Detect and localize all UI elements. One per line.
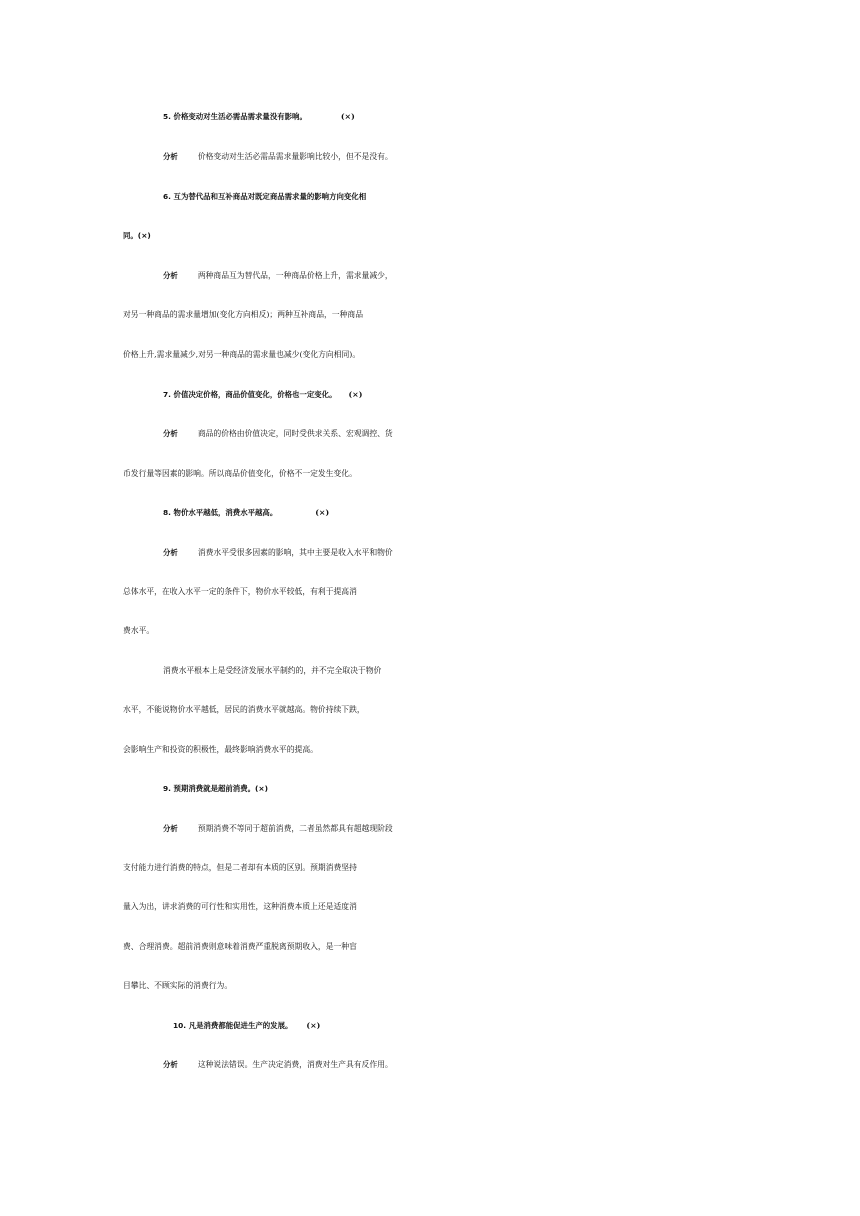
analysis-5 — [0, 137, 860, 177]
analysis-8-paragraph-line-2: 水平，不能说物价水平越低，居民的消费水平就越高。物价持续下跌， — [123, 705, 365, 714]
question-8 — [0, 493, 860, 533]
analysis-9-line-2: 支付能力进行消费的特点，但是二者却有本质的区别。预期消费坚持 — [123, 863, 357, 872]
analysis-9-line-4: 费、合理消费。超前消费则意味着消费严重脱离预期收入，是一种盲 — [123, 942, 357, 951]
question-text: 5. 价格变动对生活必需品需求量没有影响。 — [163, 112, 307, 121]
analysis-text: 这种说法错误。生产决定消费，消费对生产具有反作用。 — [197, 1060, 393, 1069]
analysis-label: 分析 — [163, 1060, 178, 1069]
analysis-9-line-1 — [0, 809, 860, 849]
analysis-label: 分析 — [163, 548, 178, 557]
question-10 — [0, 1006, 860, 1046]
analysis-8-paragraph-line-1: 消费水平根本上是受经济发展水平制约的，并不完全取决于物价 — [163, 666, 382, 675]
analysis-text: 消费水平受很多因素的影响，其中主要是收入水平和物价 — [197, 548, 393, 557]
question-text: 10. 凡是消费都能促进生产的发展。 — [173, 1021, 293, 1030]
answer-mark: (×) — [315, 508, 330, 517]
analysis-7-line-1 — [0, 414, 860, 454]
question-6-line-1: 6. 互为替代品和互补商品对既定商品需求量的影响方向变化相 — [163, 192, 367, 201]
analysis-text: 价格变动对生活必需品需求量影响比较小，但不是没有。 — [197, 152, 393, 161]
analysis-6-line-3: 价格上升,需求量减少,对另一种商品的需求量也减少(变化方向相同)。 — [123, 350, 361, 359]
question-5 — [0, 97, 860, 137]
analysis-8-line-2: 总体水平，在收入水平一定的条件下，物价水平较低，有利于提高消 — [123, 587, 357, 596]
analysis-7-line-2: 币发行量等因素的影响。所以商品价值变化，价格不一定发生变化。 — [123, 469, 357, 478]
answer-mark: (×) — [306, 1021, 321, 1030]
analysis-label: 分析 — [163, 429, 178, 438]
analysis-8-paragraph-line-3: 会影响生产和投资的积极性，最终影响消费水平的提高。 — [123, 745, 318, 754]
question-text: 7. 价值决定价格，商品价值变化，价格也一定变化。 — [163, 390, 337, 399]
answer-mark: (×) — [340, 112, 355, 121]
analysis-text: 预期消费不等同于超前消费，二者虽然都具有超越现阶段 — [197, 824, 393, 833]
question-7 — [0, 375, 860, 415]
analysis-text: 两种商品互为替代品，一种商品价格上升，需求量减少， — [197, 271, 393, 280]
analysis-9-line-5: 目攀比、不顾实际的消费行为。 — [123, 981, 233, 990]
analysis-10 — [0, 1045, 860, 1085]
analysis-8-line-3: 费水平。 — [123, 626, 155, 635]
question-text: 8. 物价水平越低，消费水平越高。 — [163, 508, 278, 517]
analysis-label: 分析 — [163, 271, 178, 280]
analysis-8-line-1 — [0, 533, 860, 573]
analysis-text: 商品的价格由价值决定，同时受供求关系、宏观调控、货 — [197, 429, 393, 438]
analysis-6-line-2: 对另一种商品的需求量增加(变化方向相反)；两种互补商品，一种商品 — [123, 310, 363, 319]
question-6-line-2: 同。(×) — [123, 231, 151, 240]
analysis-label: 分析 — [163, 824, 178, 833]
analysis-9-line-3: 量入为出，讲求消费的可行性和实用性，这种消费本质上还是适度消 — [123, 902, 357, 911]
question-9: 9. 预期消费就是超前消费。(×) — [163, 784, 268, 793]
analysis-6-line-1 — [0, 256, 860, 296]
analysis-label: 分析 — [163, 152, 178, 161]
answer-mark: (×) — [348, 390, 363, 399]
